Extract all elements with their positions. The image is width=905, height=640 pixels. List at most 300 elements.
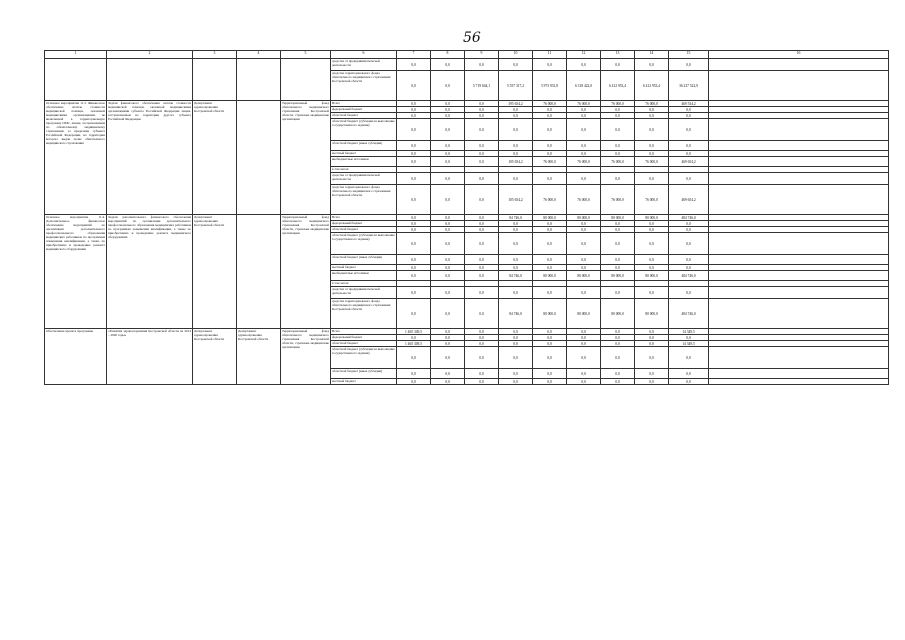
funding-source-cell: местный бюджет	[331, 379, 397, 385]
amount-cell: 0,0	[533, 113, 567, 119]
amount-cell: 0,0	[601, 119, 635, 141]
funding-source-cell: средства территориального фонда обязательного медицинского страхования Костромской области	[331, 71, 397, 101]
amount-cell: 0,0	[567, 113, 601, 119]
amount-cell: 469 654,2	[669, 185, 709, 215]
amount-cell: 0,0	[397, 59, 431, 71]
amount-cell: 0,0	[465, 113, 499, 119]
amount-cell: 0,0	[635, 341, 669, 347]
amount-cell: 80 000,0	[567, 299, 601, 329]
amount-cell: 76 000,0	[567, 157, 601, 167]
amount-cell: 0,0	[431, 369, 465, 379]
amount-cell: 6 318 422,0	[567, 71, 601, 101]
activity-cell: Основное мероприятие 11.3. Финансовое обеспечение оплаты стоимости медицинской помощи, оказанной медицинскими организациями, не включенной в территориальную программу ОМС, лицам, застрахованным по обязательному медицинскому страхованию за пределами субъекта Российской Федерации, на территории которого выдан полис обязательного медицинского страхования	[45, 101, 107, 215]
amount-cell: 0,0	[499, 329, 533, 335]
column-number-header: 13	[601, 51, 635, 59]
amount-cell: 0,0	[397, 157, 431, 167]
amount-cell: 0,0	[431, 271, 465, 281]
amount-cell: 484 746,0	[669, 271, 709, 281]
column-number-header: 9	[465, 51, 499, 59]
amount-cell: 105 654,2	[499, 157, 533, 167]
amount-cell: 0,0	[567, 173, 601, 185]
amount-cell: 0,0	[465, 119, 499, 141]
amount-cell: 0,0	[669, 347, 709, 369]
amount-cell: 0,0	[669, 233, 709, 255]
amount-cell: 0,0	[635, 379, 669, 385]
funding-source-cell: Всего	[331, 329, 397, 335]
responsible-cell	[193, 59, 237, 101]
notes-cell	[709, 287, 889, 299]
funding-source-cell: областной бюджет (субсидия на выполнение государственного задания)	[331, 347, 397, 369]
task-cell	[107, 59, 193, 101]
amount-cell: 0,0	[567, 151, 601, 157]
amount-cell: 0,0	[499, 369, 533, 379]
amount-cell: 0,0	[669, 287, 709, 299]
amount-cell: 0,0	[669, 151, 709, 157]
funding-source-cell: областной бюджет (иные субсидии)	[331, 369, 397, 379]
notes-cell	[709, 119, 889, 141]
funding-source-cell: областной бюджет (субсидия на выполнение государственного задания)	[331, 119, 397, 141]
funding-source-cell: Всего	[331, 101, 397, 107]
amount-cell: 0,0	[431, 265, 465, 271]
budget-table	[44, 50, 889, 385]
amount-cell: 0,0	[465, 101, 499, 107]
funding-source-cell: внебюджетные источники	[331, 157, 397, 167]
column-number-header: 3	[193, 51, 237, 59]
amount-cell: 0,0	[499, 151, 533, 157]
amount-cell: 0,0	[635, 173, 669, 185]
column-header-row	[45, 51, 889, 59]
amount-cell: 0,0	[669, 173, 709, 185]
amount-cell: 0,0	[499, 113, 533, 119]
amount-cell: 0,0	[533, 265, 567, 271]
amount-cell: 0,0	[533, 59, 567, 71]
amount-cell: 0,0	[465, 287, 499, 299]
funding-source-cell: областной бюджет	[331, 113, 397, 119]
amount-cell: 0,0	[465, 379, 499, 385]
amount-cell: 0,0	[465, 227, 499, 233]
funding-source-cell: областной бюджет (иные субсидии)	[331, 141, 397, 151]
funding-source-cell: средства от предпринимательской деятельности	[331, 59, 397, 71]
funding-source-cell: областной бюджет (иные субсидии)	[331, 255, 397, 265]
amount-cell: 0,0	[533, 347, 567, 369]
amount-cell: 0,0	[465, 151, 499, 157]
amount-cell: 0,0	[397, 173, 431, 185]
amount-cell: 0,0	[567, 221, 601, 227]
amount-cell: 0,0	[465, 329, 499, 335]
task-cell: Задачи дополнительного финансового обеспечения мероприятий по организации дополнительного профессионального образования медицинских работников по программам повышения квалификации, а также по приобретению и проведению ремонта медицинского оборудования	[107, 215, 193, 329]
amount-cell: 0,0	[465, 271, 499, 281]
amount-cell: 0,0	[397, 107, 431, 113]
column-number-header: 16	[709, 51, 889, 59]
funding-source-cell: областной бюджет	[331, 341, 397, 347]
responsible-cell: Департамент здравоохранения Костромской области	[193, 329, 237, 385]
amount-cell: 0,0	[601, 347, 635, 369]
amount-cell: 0,0	[431, 227, 465, 233]
amount-cell: 0,0	[669, 369, 709, 379]
notes-cell	[709, 141, 889, 151]
amount-cell: 0,0	[567, 59, 601, 71]
amount-cell: 0,0	[465, 215, 499, 221]
amount-cell: 5 973 931,8	[533, 71, 567, 101]
funding-source-cell: федеральный бюджет	[331, 335, 397, 341]
amount-cell: 0,0	[397, 101, 431, 107]
funding-source-cell: областной бюджет	[331, 227, 397, 233]
notes-cell	[709, 59, 889, 71]
amount-cell: 0,0	[465, 369, 499, 379]
notes-cell	[709, 157, 889, 167]
amount-cell: 0,0	[601, 287, 635, 299]
amount-cell: 0,0	[499, 59, 533, 71]
amount-cell: 0,0	[499, 255, 533, 265]
amount-cell: 0,0	[499, 265, 533, 271]
amount-cell: 84 746,0	[499, 299, 533, 329]
activity-cell: Основное мероприятие 11.4. Дополнительное финансовое обеспечение мероприятий по организации дополнительного профессионального образования медицинских работников по программам повышения квалификации, а также по приобретению и проведению ремонта медицинского оборудования	[45, 215, 107, 329]
amount-cell: 0,0	[465, 299, 499, 329]
amount-cell: 0,0	[601, 265, 635, 271]
amount-cell: 0,0	[397, 233, 431, 255]
task-cell: «Развитие здравоохранения Костромской области на 2014 – 2020 годы»	[107, 329, 193, 385]
coexecutor-cell: Департамент здравоохранения Костромской области	[237, 329, 281, 385]
amount-cell: 36 237 522,9	[669, 71, 709, 101]
column-number-header: 11	[533, 51, 567, 59]
notes-cell	[709, 347, 889, 369]
amount-cell: 0,0	[431, 101, 465, 107]
amount-cell: 0,0	[533, 221, 567, 227]
amount-cell: 0,0	[533, 151, 567, 157]
notes-cell	[709, 299, 889, 329]
amount-cell: 0,0	[465, 157, 499, 167]
amount-cell: 0,0	[465, 173, 499, 185]
amount-cell: 0,0	[533, 329, 567, 335]
amount-cell: 0,0	[533, 173, 567, 185]
funding-source-cell: местный бюджет	[331, 265, 397, 271]
column-number-header: 10	[499, 51, 533, 59]
amount-cell: 0,0	[601, 113, 635, 119]
amount-cell: 0,0	[397, 113, 431, 119]
funding-source-cell: средства от предпринимательской деятельности	[331, 287, 397, 299]
amount-cell: 0,0	[397, 119, 431, 141]
amount-cell: 0,0	[465, 265, 499, 271]
amount-cell: 0,0	[499, 141, 533, 151]
column-number-header: 2	[107, 51, 193, 59]
amount-cell: 0,0	[431, 221, 465, 227]
amount-cell: 0,0	[669, 221, 709, 227]
amount-cell: 0,0	[635, 233, 669, 255]
amount-cell: 76 000,0	[601, 185, 635, 215]
amount-cell: 0,0	[431, 71, 465, 101]
coexecutor-cell	[237, 59, 281, 101]
amount-cell: 80 000,0	[635, 271, 669, 281]
amount-cell: 0,0	[499, 107, 533, 113]
amount-cell: 0,0	[499, 119, 533, 141]
amount-cell: 76 000,0	[533, 157, 567, 167]
activity-cell: Обеспечение проекта программы	[45, 329, 107, 385]
funding-source-cell: внебюджетные источники	[331, 271, 397, 281]
amount-cell: 0,0	[635, 221, 669, 227]
amount-cell: 0,0	[635, 265, 669, 271]
amount-cell: 0,0	[635, 141, 669, 151]
funding-source-cell: федеральный бюджет	[331, 107, 397, 113]
amount-cell: 0,0	[431, 157, 465, 167]
amount-cell: 0,0	[635, 151, 669, 157]
amount-cell: 14 349,5	[669, 341, 709, 347]
funding-source-cell: Всего	[331, 215, 397, 221]
amount-cell: 0,0	[567, 369, 601, 379]
notes-cell	[709, 185, 889, 215]
funding-source-cell: федеральный бюджет	[331, 221, 397, 227]
amount-cell: 0,0	[431, 59, 465, 71]
column-number-header: 5	[281, 51, 331, 59]
amount-cell: 0,0	[431, 215, 465, 221]
amount-cell: 0,0	[431, 379, 465, 385]
amount-cell: 0,0	[499, 227, 533, 233]
amount-cell: 76 000,0	[635, 185, 669, 215]
amount-cell: 0,0	[567, 265, 601, 271]
amount-cell: 84 746,0	[499, 271, 533, 281]
amount-cell: 80 000,0	[635, 299, 669, 329]
amount-cell: 0,0	[601, 255, 635, 265]
amount-cell: 0,0	[533, 141, 567, 151]
amount-cell: 76 000,0	[635, 101, 669, 107]
amount-cell: 0,0	[397, 255, 431, 265]
amount-cell: 0,0	[397, 335, 431, 341]
amount-cell: 0,0	[669, 141, 709, 151]
amount-cell: 0,0	[465, 341, 499, 347]
amount-cell: 0,0	[601, 341, 635, 347]
notes-cell	[709, 255, 889, 265]
amount-cell: 0,0	[465, 255, 499, 265]
amount-cell: 0,0	[635, 119, 669, 141]
amount-cell: 80 000,0	[533, 215, 567, 221]
funding-source-cell: в том числе:	[331, 167, 397, 173]
amount-cell: 0,0	[601, 335, 635, 341]
column-number-header: 14	[635, 51, 669, 59]
amount-cell: 0,0	[567, 347, 601, 369]
amount-cell: 0,0	[635, 227, 669, 233]
amount-cell: 0,0	[635, 107, 669, 113]
column-number-header: 15	[669, 51, 709, 59]
amount-cell: 0,0	[397, 151, 431, 157]
notes-cell	[709, 271, 889, 281]
amount-cell: 0,0	[567, 227, 601, 233]
amount-cell: 0,0	[499, 379, 533, 385]
amount-cell: 395 654,2	[499, 101, 533, 107]
amount-cell: 76 000,0	[533, 101, 567, 107]
amount-cell: 0,0	[499, 221, 533, 227]
amount-cell: 0,0	[465, 347, 499, 369]
amount-cell: 0,0	[397, 71, 431, 101]
amount-cell: 5 719 644,1	[465, 71, 499, 101]
amount-cell: 0,0	[669, 107, 709, 113]
amount-cell: 0,0	[567, 287, 601, 299]
amount-cell: 0,0	[533, 227, 567, 233]
participant-cell: Территориальный фонд обязательного медицинского страхования Костромской области, страховые медицинские организации	[281, 215, 331, 329]
amount-cell: 0,0	[669, 379, 709, 385]
amount-cell: 0,0	[397, 379, 431, 385]
amount-cell: 80 000,0	[601, 271, 635, 281]
amount-cell: 0,0	[397, 369, 431, 379]
amount-cell: 76 000,0	[601, 157, 635, 167]
amount-cell: 0,0	[431, 329, 465, 335]
amount-cell: 0,0	[431, 173, 465, 185]
amount-cell: 0,0	[431, 255, 465, 265]
amount-cell: 76 000,0	[635, 157, 669, 167]
amount-cell: 0,0	[635, 347, 669, 369]
page-number: 56	[463, 30, 481, 46]
amount-cell: 0,0	[397, 221, 431, 227]
amount-cell: 0,0	[397, 227, 431, 233]
column-number-header: 1	[45, 51, 107, 59]
notes-cell	[709, 173, 889, 185]
amount-cell: 0,0	[635, 329, 669, 335]
amount-cell: 0,0	[601, 233, 635, 255]
amount-cell: 14 349,5	[669, 329, 709, 335]
amount-cell: 484 746,0	[669, 215, 709, 221]
amount-cell: 0,0	[397, 347, 431, 369]
funding-source-cell: в том числе:	[331, 281, 397, 287]
amount-cell: 5 557 317,2	[499, 71, 533, 101]
amount-cell: 0,0	[431, 335, 465, 341]
amount-cell: 0,0	[567, 255, 601, 265]
amount-cell: 0,0	[465, 185, 499, 215]
amount-cell: 0,0	[601, 379, 635, 385]
participant-cell: Территориальный фонд обязательного медицинского страхования Костромской области, страховые медицинские организации	[281, 329, 331, 385]
amount-cell: 0,0	[431, 185, 465, 215]
amount-cell: 0,0	[533, 255, 567, 265]
responsible-cell: Департамент здравоохранения Костромской области	[193, 215, 237, 329]
amount-cell: 0,0	[567, 335, 601, 341]
amount-cell: 0,0	[635, 59, 669, 71]
amount-cell: 105 654,2	[499, 185, 533, 215]
amount-cell: 80 000,0	[567, 271, 601, 281]
column-number-header: 4	[237, 51, 281, 59]
amount-cell: 0,0	[431, 113, 465, 119]
amount-cell: 469 654,2	[669, 157, 709, 167]
amount-cell: 76 000,0	[567, 185, 601, 215]
amount-cell: 0,0	[499, 335, 533, 341]
amount-cell: 84 746,0	[499, 215, 533, 221]
notes-cell	[709, 233, 889, 255]
amount-cell: 76 000,0	[601, 101, 635, 107]
amount-cell: 0,0	[567, 141, 601, 151]
amount-cell: 0,0	[567, 341, 601, 347]
amount-cell: 0,0	[465, 59, 499, 71]
notes-cell	[709, 379, 889, 385]
amount-cell: 0,0	[601, 227, 635, 233]
amount-cell: 80 000,0	[533, 299, 567, 329]
amount-cell: 80 000,0	[601, 299, 635, 329]
coexecutor-cell	[237, 101, 281, 215]
amount-cell: 0,0	[431, 347, 465, 369]
amount-cell: 484 746,0	[669, 299, 709, 329]
activity-cell	[45, 59, 107, 101]
amount-cell: 0,0	[431, 151, 465, 157]
amount-cell: 0,0	[465, 335, 499, 341]
amount-cell: 0,0	[431, 341, 465, 347]
amount-cell: 0,0	[669, 265, 709, 271]
amount-cell: 0,0	[499, 233, 533, 255]
amount-cell: 0,0	[397, 185, 431, 215]
amount-cell: 0,0	[601, 329, 635, 335]
amount-cell: 76 000,0	[533, 185, 567, 215]
amount-cell: 0,0	[431, 233, 465, 255]
amount-cell: 80 000,0	[533, 271, 567, 281]
amount-cell: 0,0	[635, 113, 669, 119]
amount-cell: 0,0	[567, 233, 601, 255]
funding-source-cell: средства территориального фонда обязательного медицинского страхования Костромской области	[331, 185, 397, 215]
amount-cell: 0,0	[465, 221, 499, 227]
amount-cell: 0,0	[397, 265, 431, 271]
amount-cell: 0,0	[669, 113, 709, 119]
amount-cell: 0,0	[635, 335, 669, 341]
amount-cell: 0,0	[635, 369, 669, 379]
amount-cell: 0,0	[431, 107, 465, 113]
amount-cell: 80 000,0	[567, 215, 601, 221]
amount-cell: 0,0	[397, 271, 431, 281]
funding-source-cell: местный бюджет	[331, 151, 397, 157]
amount-cell: 0,0	[431, 141, 465, 151]
amount-cell: 0,0	[533, 287, 567, 299]
amount-cell: 0,0	[499, 287, 533, 299]
amount-cell: 0,0	[533, 233, 567, 255]
amount-cell: 0,0	[635, 255, 669, 265]
funding-source-cell: средства территориального фонда обязательного медицинского страхования Костромской области	[331, 299, 397, 329]
amount-cell: 1 465 349,5	[397, 329, 431, 335]
responsible-cell: Департамент здравоохранения Костромской области	[193, 101, 237, 215]
amount-cell: 0,0	[669, 335, 709, 341]
amount-cell: 0,0	[431, 119, 465, 141]
amount-cell: 0,0	[533, 369, 567, 379]
notes-cell	[709, 369, 889, 379]
amount-cell: 0,0	[397, 141, 431, 151]
task-cell: Задачи финансового обеспечения оплаты стоимости медицинской помощи, оказанной медицинскими организациями субъекта Российской Федерации лицам, застрахованным на территории другого субъекта Российской Федерации	[107, 101, 193, 215]
amount-cell: 0,0	[601, 151, 635, 157]
amount-cell: 0,0	[499, 341, 533, 347]
amount-cell: 0,0	[499, 347, 533, 369]
amount-cell: 1 465 349,5	[397, 341, 431, 347]
funding-source-cell: средства от предпринимательской деятельности	[331, 173, 397, 185]
column-number-header: 7	[397, 51, 431, 59]
amount-cell: 0,0	[431, 299, 465, 329]
column-number-header: 12	[567, 51, 601, 59]
amount-cell: 0,0	[567, 119, 601, 141]
amount-cell: 6 412 953,4	[635, 71, 669, 101]
table-row	[45, 59, 889, 71]
amount-cell: 0,0	[499, 173, 533, 185]
amount-cell: 0,0	[567, 107, 601, 113]
amount-cell: 0,0	[533, 341, 567, 347]
amount-cell: 80 000,0	[601, 215, 635, 221]
amount-cell: 0,0	[533, 119, 567, 141]
amount-cell: 0,0	[465, 233, 499, 255]
amount-cell: 0,0	[431, 287, 465, 299]
amount-cell: 0,0	[601, 107, 635, 113]
amount-cell: 80 000,0	[635, 215, 669, 221]
amount-cell: 0,0	[601, 173, 635, 185]
amount-cell: 0,0	[635, 287, 669, 299]
amount-cell: 0,0	[669, 227, 709, 233]
amount-cell: 469 534,2	[669, 101, 709, 107]
amount-cell: 0,0	[397, 215, 431, 221]
amount-cell: 0,0	[601, 141, 635, 151]
amount-cell: 0,0	[397, 299, 431, 329]
amount-cell: 76 000,0	[567, 101, 601, 107]
amount-cell: 6 412 953,4	[601, 71, 635, 101]
amount-cell: 0,0	[397, 287, 431, 299]
amount-cell: 0,0	[465, 141, 499, 151]
column-number-header: 8	[431, 51, 465, 59]
amount-cell: 0,0	[533, 379, 567, 385]
